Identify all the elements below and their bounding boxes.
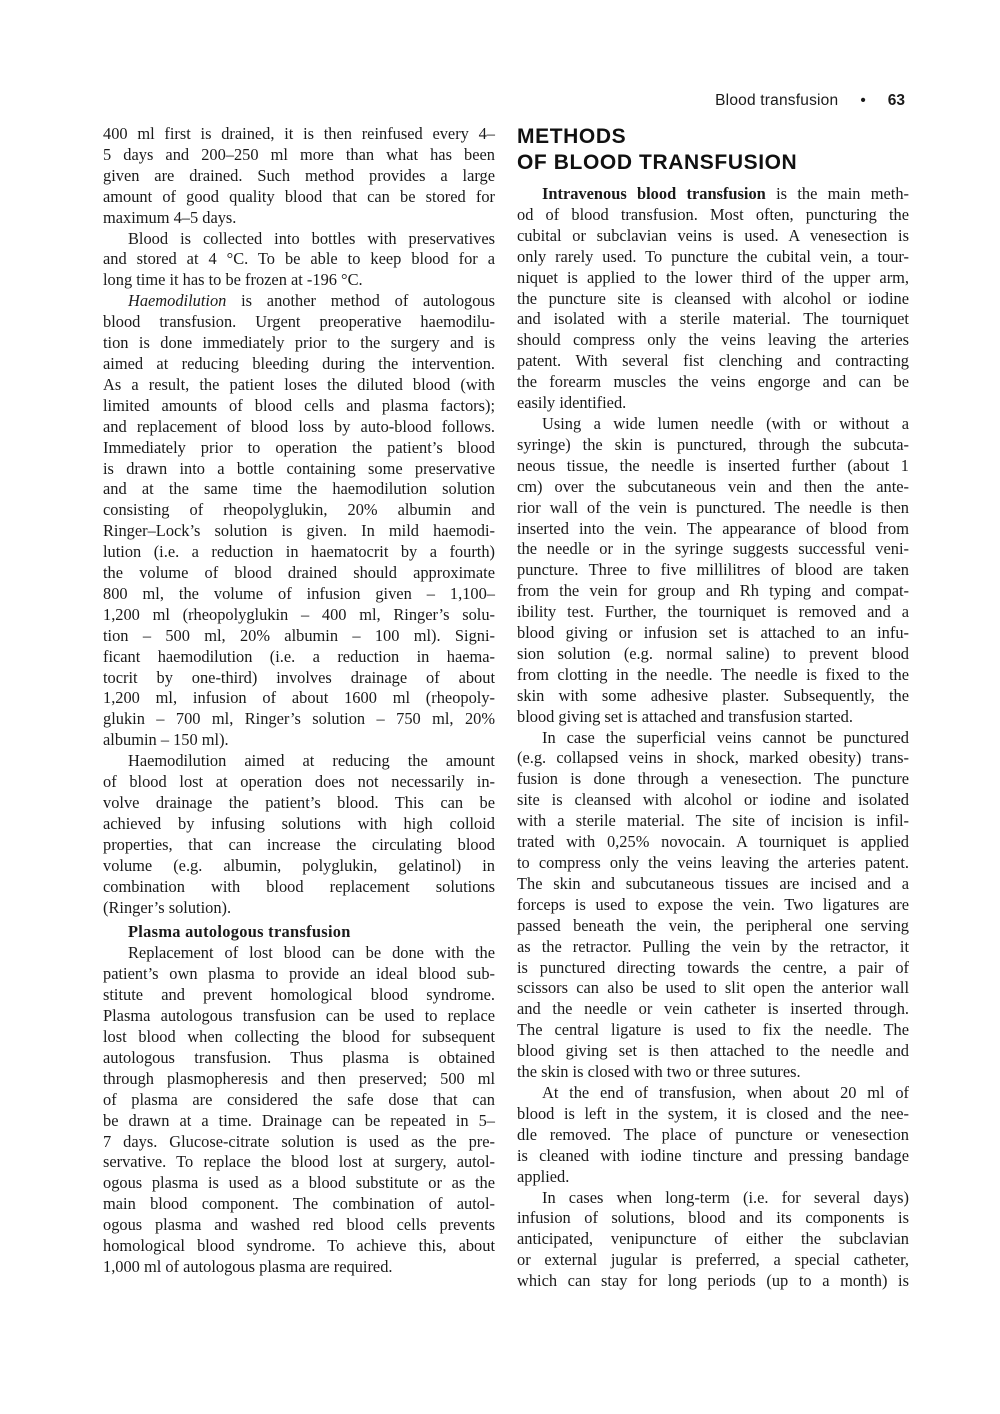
paragraph-line: albumin – 150 ml).	[103, 730, 229, 750]
paragraph-needle	[517, 414, 909, 728]
paragraph-line: 1,200 ml (rheopolyglukin – 400 ml, Ringer’s solu-	[103, 604, 495, 624]
paragraph-plasma	[103, 943, 495, 1278]
left-column	[103, 124, 495, 1278]
paragraph-line: niquet is applied to the lower third of the upper arm,	[517, 267, 909, 287]
paragraph-line: which can stay for long periods (up to a month) is	[517, 1271, 909, 1291]
paragraph-line: 5 days and 200–250 ml more than what has been	[103, 144, 495, 164]
paragraph-line: Haemodilution aimed at reducing the amount	[128, 751, 495, 771]
section-heading-line-2: OF BLOOD TRANSFUSION	[517, 151, 798, 174]
paragraph-line: ogous plasma and washed red blood cells prevents	[103, 1215, 495, 1235]
paragraph-line: blood transfusion. Urgent preoperative haemodilu-	[103, 312, 495, 332]
paragraph-line: applied.	[517, 1166, 570, 1186]
paragraph-line: is drawn into a bottle containing some preservative	[103, 458, 495, 478]
paragraph-line: lost blood when collecting the blood for subsequent	[103, 1026, 495, 1046]
page-number: 63	[887, 92, 905, 109]
paragraph-line: patent. With several fist clenching and contracting	[517, 351, 909, 371]
paragraph-line: only rarely used. To puncture the cubital vein, a tour-	[517, 246, 909, 266]
paragraph-line: the puncture site is cleansed with alcohol or iodine	[517, 288, 909, 308]
paragraph-line: the needle or in the syringe suggests successful veni-	[517, 539, 909, 559]
paragraph-haemodilution-body	[103, 312, 495, 751]
paragraph-storage	[103, 229, 495, 292]
paragraph-line: with a sterile material. The site of incision is infil-	[517, 811, 909, 831]
paragraph-line: and replacement of blood loss by auto-blood follows.	[103, 416, 495, 436]
paragraph-line: 800 ml, the volume of infusion given – 1,100–	[103, 583, 495, 603]
term-haemodilution: Haemodilution	[128, 291, 227, 311]
paragraph-line: amount of good quality blood that can be stored for	[103, 186, 495, 206]
paragraph-line: tocrit by one-third) involves drainage of about	[103, 667, 495, 687]
paragraph-line: the forearm muscles the veins engorge and can be	[517, 372, 909, 392]
paragraph-line: dle removed. The place of puncture or venesection	[517, 1124, 909, 1144]
paragraph-line: from clotting in the needle. The needle is fixed to the	[517, 664, 909, 684]
paragraph-haemodilution	[103, 291, 495, 751]
paragraph-line: cm) over the subcutaneous vein and then the ante-	[517, 476, 909, 496]
right-column	[517, 184, 909, 1292]
paragraph-line: combination with blood replacement solutions	[103, 876, 495, 896]
paragraph-line: At the end of transfusion, when about 20 ml of	[542, 1082, 909, 1102]
paragraph-line: 1,000 ml of autologous plasma are required.	[103, 1256, 393, 1276]
paragraph-line: is cleaned with iodine tincture and pressing bandage	[517, 1145, 909, 1165]
paragraph-line: achieved by infusing solutions with high colloid	[103, 813, 495, 833]
paragraph-line: fusion is done through a venesection. The puncture	[517, 769, 909, 789]
paragraph-line: In cases when long-term (i.e. for several days)	[542, 1187, 909, 1207]
paragraph-line: anticipated, venipuncture of either the subclavian	[517, 1229, 909, 1249]
paragraph-line: and isolated with a sterile material. The tourniquet	[517, 309, 909, 329]
paragraph-line: properties, that can increase the circulating blood	[103, 834, 495, 854]
line-text: is another method of autologous	[226, 291, 495, 311]
paragraph-haemodilution-blood-loss	[103, 751, 495, 918]
paragraph-line: servative. To replace the blood lost at surgery, autol-	[103, 1152, 495, 1172]
paragraph-line: 1,200 ml, infusion of about 1600 ml (rheopoly-	[103, 688, 495, 708]
paragraph-venesection	[517, 728, 909, 1083]
paragraph-line: homological blood syndrome. To achieve this, about	[103, 1236, 495, 1256]
paragraph-line: Ringer–Lock’s solution is given. In mild haemodi-	[103, 521, 495, 541]
paragraph-line: volume (e.g. albumin, polyglukin, gelatinol) in	[103, 855, 495, 875]
paragraph-line: patient’s own plasma to provide an ideal blood sub-	[103, 964, 495, 984]
paragraph-long-term	[517, 1188, 909, 1293]
paragraph-line: from the vein for group and Rh typing and compat-	[517, 581, 909, 601]
paragraph-intravenous-body	[517, 205, 909, 414]
paragraph-line: neous tissue, the needle is inserted further (about 1	[517, 455, 909, 475]
paragraph-line: Plasma autologous transfusion can be used to replace	[103, 1006, 495, 1026]
paragraph-line: syringe) the skin is punctured, through the subcuta-	[517, 434, 909, 454]
paragraph-line: of plasma are considered the safe dose that can	[103, 1089, 495, 1109]
paragraph-line: Replacement of lost blood can be done with the	[128, 943, 495, 963]
paragraph-line: As a result, the patient loses the diluted blood (with	[103, 374, 495, 394]
subheading-plasma-autologous: Plasma autologous transfusion	[128, 922, 351, 942]
paragraph-line: long time it has to be frozen at -196 °C.	[103, 270, 363, 290]
running-head	[715, 92, 905, 110]
line-text: is the main meth-	[765, 184, 910, 203]
paragraph-line: be drawn at a time. Drainage can be repeated in 5–	[103, 1110, 495, 1130]
paragraph-line: site is cleansed with alcohol or iodine and isolated	[517, 790, 909, 810]
paragraph-line: Using a wide lumen needle (with or without a	[542, 413, 909, 433]
paragraph-line: skin with some adhesive plaster. Subsequently, the	[517, 685, 909, 705]
paragraph-line: Immediately prior to operation the patient’s blood	[103, 437, 495, 457]
paragraph-line: od of blood transfusion. Most often, puncturing the	[517, 204, 909, 224]
paragraph-line: the volume of blood drained should approximate	[103, 563, 495, 583]
paragraph-line: is punctured directing towards the centre, a pair of	[517, 957, 909, 977]
paragraph-end-transfusion	[517, 1083, 909, 1188]
bullet-separator-icon: •	[860, 92, 866, 109]
paragraph-line: limited amounts of blood cells and plasma factors);	[103, 395, 495, 415]
paragraph-line: (Ringer’s solution).	[103, 897, 232, 917]
paragraph-line: or external jugular is preferred, a special catheter,	[517, 1250, 909, 1270]
paragraph-line: tion is done immediately prior to the surgery and is	[103, 333, 495, 353]
paragraph-line: to compress only the veins leaving the arteries patent.	[517, 853, 909, 872]
paragraph-line: the skin is closed with two or three sutures.	[517, 1062, 801, 1082]
paragraph-line: puncture. Three to five millilitres of blood are taken	[517, 560, 909, 580]
section-heading-line-1: METHODS	[517, 125, 627, 148]
term-intravenous: Intravenous blood transfusion	[542, 184, 766, 203]
paragraph-line: given are drained. Such method provides a large	[103, 165, 495, 185]
paragraph-line: and stored at 4 °C. To be able to keep blood for a	[103, 249, 495, 269]
paragraph-line: glukin – 700 ml, Ringer’s solution – 750 ml, 20%	[103, 709, 495, 729]
paragraph-line: aimed at reducing bleeding during the intervention.	[103, 353, 495, 373]
paragraph-line: infusion of solutions, blood and its components is	[517, 1208, 909, 1228]
paragraph-line: cubital or subclavian veins is used. A venesection is	[517, 225, 909, 245]
paragraph-line: inserted into the vein. The appearance of blood from	[517, 518, 909, 538]
paragraph-line: blood giving or infusion set is attached to an infu-	[517, 623, 909, 643]
paragraph-line: blood giving set is then attached to the needle and	[517, 1041, 909, 1061]
paragraph-line: through plasmopheresis and then preserved; 500 ml	[103, 1068, 495, 1088]
paragraph-line: scissors can also be used to slit open the anterior wall	[517, 978, 909, 998]
paragraph-line: ibility test. Further, the tourniquet is removed and a	[517, 602, 909, 622]
paragraph-line	[103, 291, 495, 312]
paragraph-intravenous	[517, 184, 909, 414]
paragraph-line: volve drainage the patient’s blood. This can be	[103, 793, 495, 812]
paragraph-line: passed beneath the vein, the peripheral one serving	[517, 915, 909, 935]
paragraph-line: 7 days. Glucose-citrate solution is used as the pre-	[103, 1131, 495, 1151]
paragraph-line: rior wall of the vein is punctured. The needle is then	[517, 497, 909, 517]
paragraph-line: 400 ml first is drained, it is then reinfused every 4–	[103, 124, 495, 143]
paragraph-line: blood giving set is attached and transfusion started.	[517, 706, 853, 726]
paragraph-line: and at the same time the haemodilution solution	[103, 479, 495, 499]
paragraph-line: The skin and subcutaneous tissues are incised and a	[517, 873, 909, 893]
paragraph-line: trated with 0,25% novocain. A tourniquet is applied	[517, 832, 909, 852]
paragraph-line: autologous transfusion. Thus plasma is obtained	[103, 1047, 495, 1067]
paragraph-line: maximum 4–5 days.	[103, 207, 237, 227]
paragraph-line: main blood component. The combination of autol-	[103, 1194, 495, 1214]
running-head-section: Blood transfusion	[715, 92, 839, 109]
paragraph-line: blood is left in the system, it is closed and the nee-	[517, 1103, 909, 1123]
paragraph-line: easily identified.	[517, 393, 627, 413]
paragraph-line: lution (i.e. a reduction in haematocrit by a fourth)	[103, 542, 495, 562]
paragraph-line	[517, 184, 909, 205]
paragraph-autologous-drainage	[103, 124, 495, 229]
paragraph-line: forceps is used to expose the vein. Two ligatures are	[517, 894, 909, 914]
paragraph-line: (e.g. collapsed veins in shock, marked obesity) trans-	[517, 748, 909, 768]
paragraph-line: consisting of rheopolyglukin, 20% albumin and	[103, 500, 495, 520]
paragraph-line: of blood lost at operation does not necessarily in-	[103, 772, 495, 792]
paragraph-line: should compress only the veins leaving the arteries	[517, 330, 909, 350]
paragraph-line: ficant haemodilution (i.e. a reduction in haema-	[103, 646, 495, 666]
paragraph-line: The central ligature is used to fix the needle. The	[517, 1020, 909, 1040]
paragraph-line: ogous plasma is used as a blood substitute or as the	[103, 1173, 495, 1193]
paragraph-line: In case the superficial veins cannot be punctured	[542, 727, 909, 747]
paragraph-line: as the retractor. Pulling the vein by the retractor, it	[517, 936, 909, 956]
paragraph-line: stitute and prevent homological blood syndrome.	[103, 985, 495, 1005]
paragraph-line: and the needle or vein catheter is inserted through.	[517, 999, 909, 1019]
paragraph-line: sion solution (e.g. normal saline) to prevent blood	[517, 643, 909, 663]
paragraph-line: tion – 500 ml, 20% albumin – 100 ml). Signi-	[103, 625, 495, 645]
section-heading	[517, 124, 797, 176]
paragraph-line: Blood is collected into bottles with preservatives	[128, 228, 495, 248]
